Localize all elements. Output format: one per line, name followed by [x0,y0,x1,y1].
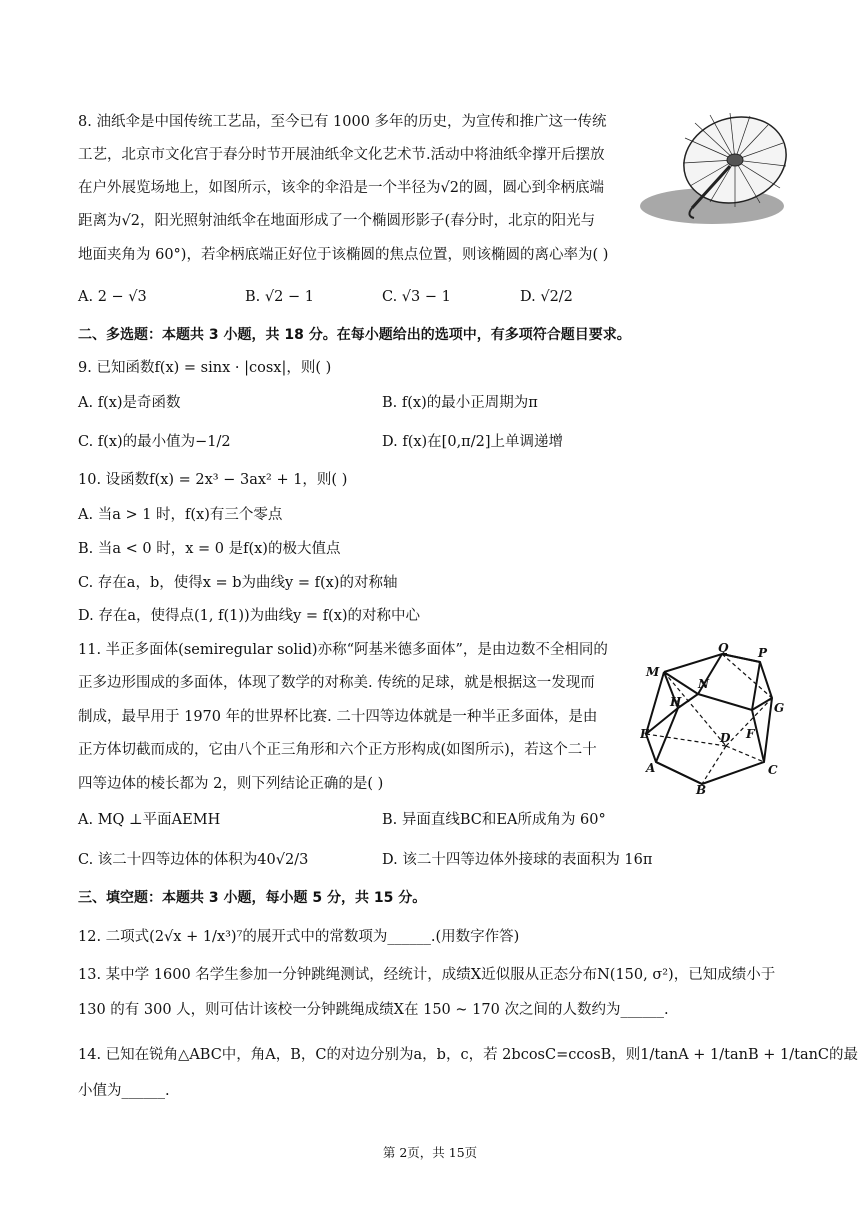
q10-option-d: D. 存在a，使得点(1, f(1))为曲线y = f(x)的对称中心 [78,608,421,624]
q8-option-a: A. 2 − √3 [78,289,147,305]
q8-line-4: 距离为√2，阳光照射油纸伞在地面形成了一个椭圆形影子(春分时，北京的阳光与 [78,213,596,229]
q11-line-1: 11. 半正多面体(semiregular solid)亦称“阿基米德多面体”，是由边数不全相同的 [78,642,608,658]
q8-option-c: C. √3 − 1 [382,289,451,305]
q11-option-b: B. 异面直线BC和EA所成角为 60° [382,812,606,828]
q9-option-b: B. f(x)的最小正周期为π [382,395,538,411]
fig-label-e: E [640,727,650,741]
fig-label-q: Q [718,642,729,655]
fig-label-n: N [698,677,709,691]
polyhedron-figure [640,642,790,794]
fig-label-d: D [720,731,731,745]
q11-option-a: A. MQ ⊥平面AEMH [78,812,221,828]
q8-line-3: 在户外展览场地上，如图所示，该伞的伞沿是一个半径为√2的圆，圆心到伞柄底端 [78,180,604,196]
q9-option-c: C. f(x)的最小值为−1/2 [78,434,231,450]
fig-label-b: B [696,783,707,794]
section-2-heading: 二、多选题：本题共 3 小题，共 18 分。在每小题给出的选项中，有多项符合题目要求。 [78,327,631,343]
q10-option-a: A. 当a > 1 时，f(x)有三个零点 [78,507,283,523]
q11-line-2: 正多边形围成的多面体，体现了数学的对称美. 传统的足球，就是根据这一发现而 [78,675,595,691]
q10-stem: 10. 设函数f(x) = 2x³ − 3ax² + 1，则( ) [78,472,348,488]
q8-line-1: 8. 油纸伞是中国传统工艺品，至今已有 1000 多年的历史，为宣传和推广这一传统 [78,114,607,130]
q11-line-4: 正方体切截而成的，它由八个正三角形和六个正方形构成(如图所示)，若这个二十 [78,742,597,758]
q10-option-c: C. 存在a，b，使得x = b为曲线y = f(x)的对称轴 [78,575,398,591]
q11-option-d: D. 该二十四等边体外接球的表面积为 16π [382,852,653,868]
q13-line-2: 130 的有 300 人，则可估计该校一分钟跳绳成绩X在 150 ~ 170 次之间的人数约为______. [78,1002,669,1018]
fig-label-f: F [746,727,755,741]
fig-label-c: C [768,763,778,777]
q9-option-d: D. f(x)在[0,π/2]上单调递增 [382,434,563,450]
q10-option-b: B. 当a < 0 时，x = 0 是f(x)的极大值点 [78,541,341,557]
fig-label-h: H [670,695,682,709]
fig-label-a: A [646,761,656,775]
fig-label-m: M [646,665,660,679]
q8-line-2: 工艺，北京市文化宫于春分时节开展油纸伞文化艺术节.活动中将油纸伞撑开后摆放 [78,147,605,163]
q11-option-c: C. 该二十四等边体的体积为40√2/3 [78,852,309,868]
fig-label-g: G [774,701,785,715]
q8-line-5: 地面夹角为 60°)，若伞柄底端正好位于该椭圆的焦点位置，则该椭圆的离心率为( ) [78,247,609,263]
q8-option-b: B. √2 − 1 [245,289,314,305]
q9-stem: 9. 已知函数f(x) = sinx · |cosx|，则( ) [78,360,332,376]
q12-stem: 12. 二项式(2√x + 1/x³)⁷的展开式中的常数项为______.(用数字作答) [78,929,520,945]
fig-label-p: P [758,646,768,660]
q13-line-1: 13. 某中学 1600 名学生参加一分钟跳绳测试，经统计，成绩X近似服从正态分布N(150, σ²)，已知成绩小于 [78,967,776,983]
q14-line-1: 14. 已知在锐角△ABC中，角A，B，C的对边分别为a，b，c，若 2bcosC=ccosB，则1/tanA + 1/tanB + 1/tanC的最 [78,1047,859,1063]
page-number: 第 2页，共 15页 [382,1145,478,1160]
q11-line-5: 四等边体的棱长都为 2，则下列结论正确的是( ) [78,776,384,792]
q14-line-2: 小值为______. [78,1083,170,1099]
section-3-heading: 三、填空题：本题共 3 小题，每小题 5 分，共 15 分。 [78,890,427,906]
q8-option-d: D. √2/2 [520,289,573,305]
umbrella-figure [640,108,790,228]
q11-line-3: 制成，最早用于 1970 年的世界杯比赛. 二十四等边体就是一种半正多面体，是由 [78,709,598,725]
q9-option-a: A. f(x)是奇函数 [78,395,181,411]
